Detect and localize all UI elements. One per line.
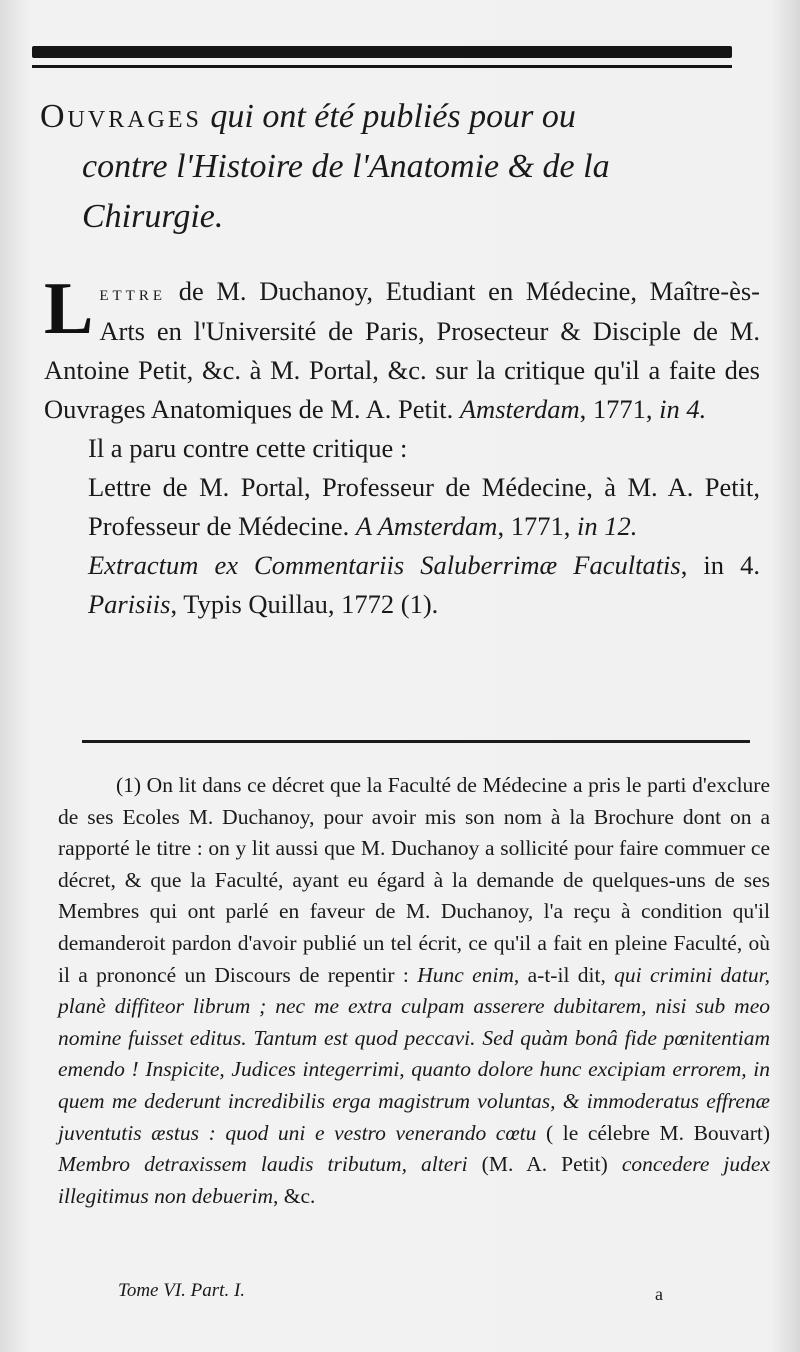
footnote [58, 770, 770, 1212]
footnote-latin3: Membro detraxissem laudis tributum, alteri [58, 1152, 468, 1177]
drop-cap: L [44, 268, 94, 350]
letter2-format: in 12. [576, 511, 638, 541]
extract-text: , in 4. [680, 550, 760, 580]
letter2-text-b: , 1771, [497, 511, 577, 541]
top-thin-rule [32, 65, 732, 68]
footnote-latin2: qui crimini datur, planè diffiteor librum ; nec me extra culpam asserere dubitarem, nisi sub meo nomine fuisset editus. Tantum est quod peccavi. Sed quàm bonâ fide pœnitentiam emendo ! Inspicite, Judices integerrimi, quanto dolore hunc excipiam errorem, in quem me dederunt incredibilis erga magistrum voluntas, & immoderatus effrenæ juventutis æstus : quod uni e vestro venerando cœtu [58, 962, 770, 1145]
footnote-latin4: concedere judex illegitimus non debuerim [58, 1152, 770, 1208]
footnote-roman4: (M. A. Petit) [467, 1152, 622, 1177]
entry-body [44, 268, 760, 624]
entry-text1b: , 1771, [579, 394, 660, 424]
entry-smallcaps: ettre [99, 280, 167, 305]
tome-signature-line: Tome VI. Part. I. [118, 1280, 246, 1301]
page-footer [0, 1280, 800, 1310]
footnote-paragraph [58, 770, 770, 1212]
entry-first-paragraph [44, 268, 760, 429]
page-title [40, 92, 760, 242]
extract-italic: Extractum ex Commentariis Saluberrimæ Facultatis [88, 550, 681, 580]
footnote-roman: (1) On lit dans ce décret que la Faculté de Médecine a pris le parti d'exclure de ses Ecoles M. Duchanoy, pour avoir mis son nom à la Brochure dont on a rapporté le titre : on y lit aussi que M. Duchanoy a sollicité pour faire commuer ce décret, & que la Faculté, ayant eu égard à la demande de quelques-uns de ses Membres qui ont parlé en faveur de M. Duchanoy, l'a reçu à condition qu'il demanderoit pardon d'avoir publié un tel écrit, ce qu'il a fait en pleine Faculté, où il a prononcé un Discours de repentir : [58, 773, 770, 987]
title-line2: contre l'Histoire de l'Anatomie & de la [82, 148, 610, 185]
critique-intro: Il a paru contre cette critique : [88, 433, 408, 463]
title-line3: Chirurgie. [82, 198, 224, 235]
footnote-roman5: , &c. [272, 1183, 316, 1208]
top-thick-rule [32, 46, 732, 58]
footnote-separator-rule [82, 740, 750, 743]
letter2-place: A Amsterdam [355, 511, 498, 541]
entry-text1: de M. Duchanoy, Etudiant en Médecine, Maître-ès-Arts en l'Université de Paris, Prosecteur & Disciple de M. Antoine Petit, &c. à M. Portal, &c. sur la critique qu'il a faite des Ouvrages Anatomiques de M. A. Petit. [44, 276, 760, 424]
extract-text-b: , Typis Quillau, 1772 (1). [170, 589, 439, 619]
entry-place1: Amsterdam [459, 394, 580, 424]
footnote-roman3: ( le célebre M. Bouvart) [536, 1120, 770, 1145]
extract-place: Parisiis [88, 589, 171, 619]
extract-paragraph [44, 546, 760, 624]
gathering-signature: a [655, 1284, 663, 1304]
title-rest-line1: qui ont été publiés pour ou [210, 98, 576, 135]
letter2-text: Lettre de M. Portal, Professeur de Médecine, à M. A. Petit, Professeur de Médecine. [88, 472, 760, 541]
entry-format1: in 4. [659, 394, 707, 424]
top-ornamental-rule [32, 38, 732, 72]
letter2-paragraph [44, 468, 760, 546]
footnote-latin1: Hunc enim [417, 962, 514, 987]
title-lead: Ouvrages [40, 98, 202, 135]
footnote-roman2: , a-t-il dit, [513, 962, 615, 987]
